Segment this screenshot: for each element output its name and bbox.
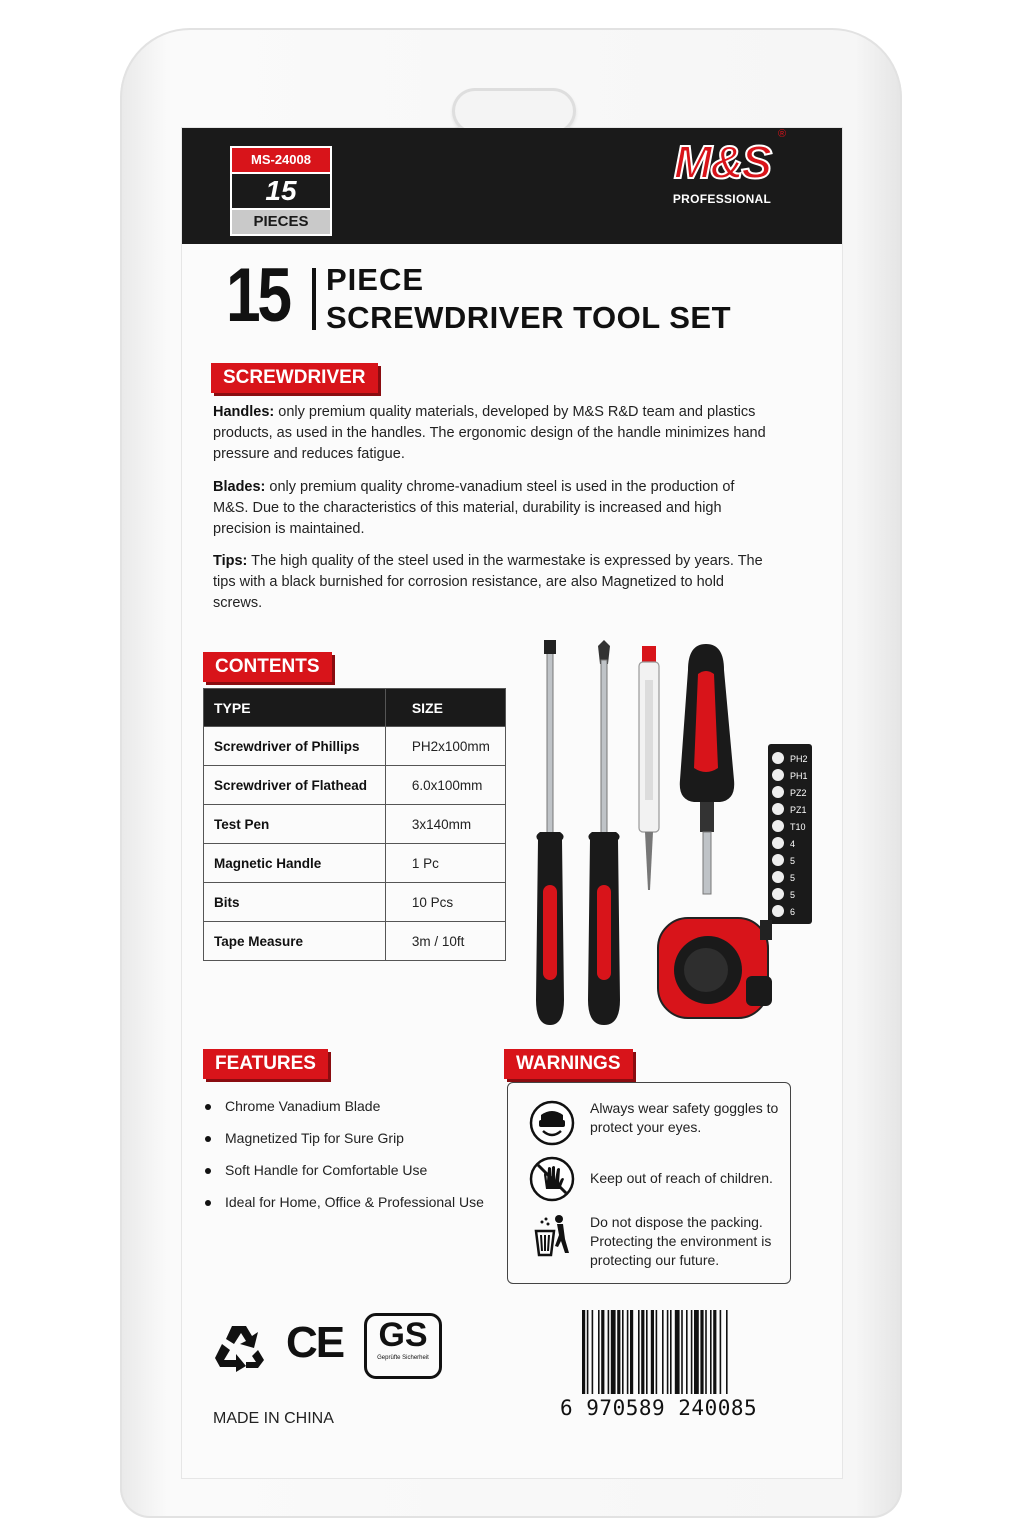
section-heading-warnings: WARNINGS [504, 1049, 633, 1079]
bit-label: 4 [790, 839, 796, 849]
title-line-1: PIECE [326, 262, 425, 297]
cell-size: 1 Pc [385, 844, 505, 883]
warning-text: Do not dispose the packing. Protecting the environment is protecting our future. [590, 1214, 772, 1268]
table-row [204, 883, 506, 922]
warnings-box [507, 1082, 791, 1284]
bit-tip-icon [772, 803, 784, 815]
feature-text: Magnetized Tip for Sure Grip [225, 1130, 404, 1146]
blades-label: Blades: [213, 479, 266, 495]
barcode-bar [675, 1310, 680, 1394]
bullet-icon [205, 1168, 211, 1174]
bit-tip-icon [772, 837, 784, 849]
bit-label: PZ2 [790, 788, 807, 798]
test-pen-image [639, 646, 659, 890]
title-line-2: SCREWDRIVER TOOL SET [326, 300, 732, 335]
bullet-icon [205, 1200, 211, 1206]
ce-mark: CE [286, 1318, 344, 1367]
model-number: MS-24008 [230, 146, 332, 174]
handles-paragraph [213, 402, 773, 465]
cell-type: Screwdriver of Flathead [204, 766, 386, 805]
barcode-bar [630, 1310, 633, 1394]
table-row [204, 766, 506, 805]
cell-size: PH2x100mm [385, 727, 505, 766]
bit-tip-icon [772, 752, 784, 764]
cell-type: Screwdriver of Phillips [204, 727, 386, 766]
piece-count: 15 [230, 174, 332, 208]
list-item [205, 1126, 484, 1158]
barcode-bar [608, 1310, 610, 1394]
barcode-bar [667, 1310, 669, 1394]
barcode-bar [662, 1310, 664, 1394]
bit-label: 5 [790, 873, 796, 883]
bit-tip-icon [772, 786, 784, 798]
barcode [580, 1310, 780, 1398]
barcode-bar [622, 1310, 624, 1394]
model-badge [230, 146, 332, 236]
barcode-bar [592, 1310, 594, 1394]
gs-mark-text: GS [378, 1316, 428, 1354]
blades-paragraph [213, 477, 773, 540]
title-number: 15 [226, 253, 289, 338]
no-children-hand-icon [528, 1155, 576, 1203]
warning-text: Always wear safety goggles to protect your eyes. [590, 1100, 779, 1135]
barcode-bar [582, 1310, 585, 1394]
warning-text: Keep out of reach of children. [590, 1170, 773, 1186]
safety-goggles-icon [528, 1099, 576, 1147]
bit-label: PH2 [790, 754, 808, 764]
section-heading-screwdriver: SCREWDRIVER [211, 363, 378, 393]
barcode-bar [656, 1310, 658, 1394]
cell-size: 3x140mm [385, 805, 505, 844]
list-item [205, 1158, 484, 1190]
phillips-screwdriver-image [588, 640, 620, 1025]
section-heading-features: FEATURES [203, 1049, 328, 1079]
table-row [204, 922, 506, 961]
barcode-bar [720, 1310, 722, 1394]
bit-tip-icon [772, 769, 784, 781]
handles-label: Handles: [213, 404, 275, 420]
barcode-bar [681, 1310, 683, 1394]
list-item [205, 1094, 484, 1126]
bit-label: PH1 [790, 771, 808, 781]
barcode-bar [587, 1310, 589, 1394]
bit-label: T10 [790, 822, 806, 832]
bit-tip-icon [772, 871, 784, 883]
barcode-bar [691, 1310, 693, 1394]
title-separator [312, 268, 316, 330]
cell-type: Test Pen [204, 805, 386, 844]
barcode-bar [646, 1310, 648, 1394]
barcode-bar [641, 1310, 644, 1394]
barcode-bar [710, 1310, 712, 1394]
table-row [204, 727, 506, 766]
gs-mark [364, 1313, 442, 1379]
flathead-screwdriver-image [536, 640, 564, 1025]
barcode-bar [617, 1310, 620, 1394]
section-heading-contents: CONTENTS [203, 652, 332, 682]
column-header-size: SIZE [385, 689, 505, 727]
brand-logo-text: M&S [673, 136, 771, 188]
bit-label: 5 [790, 890, 796, 900]
column-header-type: TYPE [204, 689, 386, 727]
tool-set-illustration [520, 640, 820, 1030]
cell-size: 10 Pcs [385, 883, 505, 922]
tips-paragraph [213, 551, 773, 614]
cell-size: 3m / 10ft [385, 922, 505, 961]
bullet-icon [205, 1104, 211, 1110]
cell-size: 6.0x100mm [385, 766, 505, 805]
bit-label: PZ1 [790, 805, 807, 815]
cell-type: Magnetic Handle [204, 844, 386, 883]
bit-tip-icon [772, 888, 784, 900]
barcode-bar [713, 1310, 716, 1394]
barcode-bar [638, 1310, 640, 1394]
dispose-bin-icon [528, 1211, 576, 1259]
handles-text: only premium quality materials, developed by M&S R&D team and plastics products, as used in the handles. The ergonomic design of the handle minimizes hand pressure and reduces fatigue. [213, 404, 766, 462]
features-list [205, 1094, 484, 1222]
barcode-bar [601, 1310, 604, 1394]
list-item [205, 1190, 484, 1222]
bit-label: 5 [790, 856, 796, 866]
brand-subtitle: PROFESSIONAL [672, 192, 772, 206]
made-in-label: MADE IN CHINA [213, 1410, 334, 1427]
bit-tip-icon [772, 854, 784, 866]
table-row [204, 805, 506, 844]
recycle-icon [212, 1320, 268, 1372]
bit-label: 6 [790, 907, 796, 917]
magnetic-handle-image [680, 644, 734, 894]
barcode-bar [726, 1310, 728, 1394]
contents-table [203, 688, 506, 961]
feature-text: Chrome Vanadium Blade [225, 1098, 381, 1114]
feature-text: Ideal for Home, Office & Professional Use [225, 1194, 484, 1210]
barcode-bar [700, 1310, 703, 1394]
tips-label: Tips: [213, 553, 248, 569]
gs-mark-subtext: Geprüfte Sicherheit [377, 1355, 429, 1361]
barcode-bar [705, 1310, 707, 1394]
table-row [204, 844, 506, 883]
tape-measure-image [658, 918, 772, 1018]
feature-text: Soft Handle for Comfortable Use [225, 1162, 428, 1178]
bit-tip-icon [772, 820, 784, 832]
bit-holder-image [768, 744, 812, 924]
barcode-bar [694, 1310, 699, 1394]
cell-type: Bits [204, 883, 386, 922]
tips-text: The high quality of the steel used in the warmestake is expressed by years. The tips with a black burnished for corrosion resistance, are also Magnetized to hold screws. [213, 553, 763, 611]
barcode-bar [686, 1310, 688, 1394]
table-header-row [204, 689, 506, 727]
bit-tip-icon [772, 905, 784, 917]
barcode-bar [611, 1310, 616, 1394]
barcode-bar [598, 1310, 600, 1394]
cell-type: Tape Measure [204, 922, 386, 961]
registered-mark: ® [778, 128, 787, 140]
barcode-bar [627, 1310, 629, 1394]
barcode-bar [651, 1310, 654, 1394]
barcode-number: 6 970589 240085 [560, 1396, 758, 1420]
bullet-icon [205, 1136, 211, 1142]
barcode-bar [670, 1310, 672, 1394]
brand-logo [652, 134, 792, 206]
piece-unit: PIECES [230, 208, 332, 236]
blades-text: only premium quality chrome-vanadium steel is used in the production of M&S. Due to the characteristics of this material, durability is increased and high precision is maintained. [213, 479, 735, 537]
